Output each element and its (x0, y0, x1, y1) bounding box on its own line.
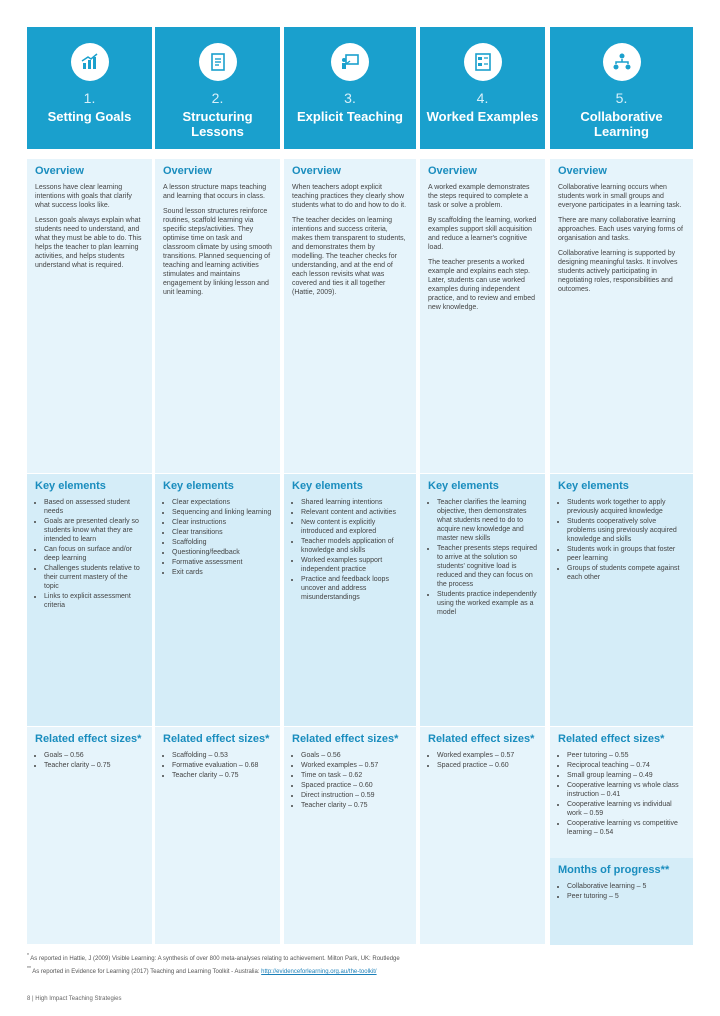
key-element-item: • Students work in groups that foster peer learning (567, 545, 685, 563)
overview-panel (420, 159, 545, 473)
key-element-item: • Worked examples support independent practice (301, 556, 408, 574)
key-element-item: • Challenges students relative to their current mastery of the topic (44, 564, 144, 591)
footnote-evidence: ** As reported in Evidence for Learning (2017) Teaching and Learning Toolkit - Australia: http://evidenceforlearning.org.au/the-toolkit/ (27, 966, 377, 975)
progress-item: • Peer tutoring – 5 (567, 892, 685, 901)
key-element-item: • Links to explicit assessment criteria (44, 592, 144, 610)
overview-heading: Overview (558, 165, 607, 177)
worksheet-icon (464, 43, 502, 81)
people-network-icon (603, 43, 641, 81)
effect-size-item: • Reciprocal teaching – 0.74 (567, 761, 685, 770)
effect-size-item: • Worked examples – 0.57 (301, 761, 408, 770)
key-element-item: • Clear transitions (172, 528, 272, 537)
effect-size-item: • Worked examples – 0.57 (437, 751, 537, 760)
effect-size-item: • Time on task – 0.62 (301, 771, 408, 780)
effect-size-item: • Cooperative learning vs whole class instruction – 0.41 (567, 781, 685, 799)
strategy-title: Worked Examples (426, 109, 539, 124)
overview-paragraph: The teacher presents a worked example and explains each step. Later, students can use worked examples during independent practice, and to review and embed new knowledge. (428, 259, 536, 311)
overview-panel (155, 159, 280, 473)
effect-sizes-heading: Related effect sizes* (558, 733, 665, 745)
key-element-item: • Goals are presented clearly so students know what they are intended to learn (44, 517, 144, 544)
column-header (155, 27, 280, 149)
key-element-item: • Shared learning intentions (301, 498, 408, 507)
key-elements-heading: Key elements (35, 480, 106, 492)
effect-sizes-panel (284, 727, 416, 944)
overview-heading: Overview (163, 165, 212, 177)
key-element-item: • Clear expectations (172, 498, 272, 507)
effect-sizes-panel (27, 727, 152, 944)
key-element-item: • Teacher clarifies the learning objective, then demonstrates what students need to do to acquire new knowledge and master new skills (437, 498, 537, 543)
effect-size-item: • Goals – 0.56 (44, 751, 144, 760)
effect-sizes-heading: Related effect sizes* (163, 733, 270, 745)
overview-paragraph: A lesson structure maps teaching and learning that occurs in class. (163, 184, 267, 200)
overview-heading: Overview (428, 165, 477, 177)
footnote-hattie: * As reported in Hattie, J (2009) Visible Learning: A synthesis of over 800 meta-analyses relating to achievement. Milton Park, UK: Routledge (27, 953, 400, 962)
overview-paragraph: When teachers adopt explicit teaching practices they clearly show students what to do and how to do it. (292, 184, 407, 209)
overview-heading: Overview (35, 165, 84, 177)
key-element-item: • Groups of students compete against each other (567, 564, 685, 582)
effect-sizes-panel (420, 727, 545, 944)
overview-paragraph: There are many collaborative learning approaches. Each uses varying forms of organisation and tasks. (558, 217, 683, 242)
strategy-title: Structuring Lessons (182, 109, 253, 139)
overview-paragraph: The teacher decides on learning intentions and success criteria, makes them transparent to students, and demonstrates them by modelling. The teacher checks for understanding, and at the end of each lesson revisits what was covered and ties it all together (Hattie, 2009). (292, 217, 406, 296)
key-element-item: • Students work together to apply previously acquired knowledge (567, 498, 685, 516)
effect-size-item: • Direct instruction – 0.59 (301, 791, 408, 800)
column-header (27, 27, 152, 149)
key-elements-panel (550, 474, 693, 726)
toolkit-link[interactable]: http://evidenceforlearning.org.au/the-toolkit/ (261, 969, 377, 975)
key-element-item: • Scaffolding (172, 538, 272, 547)
effect-size-item: • Peer tutoring – 0.55 (567, 751, 685, 760)
column-header (550, 27, 693, 149)
strategy-number: 2. (211, 90, 224, 106)
effect-size-item: • Teacher clarity – 0.75 (301, 801, 408, 810)
column-header (420, 27, 545, 149)
overview-paragraph: Collaborative learning occurs when students work in small groups and everyone participates in a learning task. (558, 184, 682, 209)
key-element-item: • Sequencing and linking learning (172, 508, 272, 517)
progress-item: • Collaborative learning – 5 (567, 882, 685, 891)
effect-size-item: • Small group learning – 0.49 (567, 771, 685, 780)
effect-size-item: • Teacher clarity – 0.75 (44, 761, 144, 770)
effect-sizes-panel (155, 727, 280, 944)
effect-size-item: • Formative evaluation – 0.68 (172, 761, 272, 770)
effect-size-item: • Goals – 0.56 (301, 751, 408, 760)
key-element-item: • Can focus on surface and/or deep learning (44, 545, 144, 563)
strategy-title: Setting Goals (47, 109, 132, 124)
effect-size-item: • Teacher clarity – 0.75 (172, 771, 272, 780)
key-elements-panel (27, 474, 152, 726)
key-element-item: • Exit cards (172, 568, 272, 577)
effect-sizes-heading: Related effect sizes* (428, 733, 535, 745)
teacher-board-icon (331, 43, 369, 81)
months-of-progress-panel (550, 858, 693, 945)
page-footer: 8 | High Impact Teaching Strategies (27, 996, 122, 1002)
strategy-number: 4. (476, 90, 489, 106)
effect-size-item: • Cooperative learning vs individual work – 0.59 (567, 800, 685, 818)
effect-size-item: • Scaffolding – 0.53 (172, 751, 272, 760)
overview-paragraph: Lessons have clear learning intentions with goals that clarify what success looks like. (35, 184, 132, 209)
strategy-number: 1. (83, 90, 96, 106)
overview-paragraph: Sound lesson structures reinforce routines, scaffold learning via specific steps/activities. They optimise time on task and classroom climate by using smooth transitions. Planned sequencing of teaching and learning activities stimulates and maintains engagement by linking lesson and unit learning. (163, 208, 272, 296)
key-elements-panel (155, 474, 280, 726)
key-element-item: • Teacher presents steps required to arrive at the solution so students' cognitive load is reduced and they can focus on the process (437, 544, 537, 589)
key-elements-panel (420, 474, 545, 726)
overview-paragraph: A worked example demonstrates the steps required to complete a task or solve a problem. (428, 184, 530, 209)
key-element-item: • Relevant content and activities (301, 508, 408, 517)
key-element-item: • Clear instructions (172, 518, 272, 527)
key-elements-heading: Key elements (163, 480, 234, 492)
key-element-item: • Students cooperatively solve problems using previously acquired knowledge and skills (567, 517, 685, 544)
key-element-item: • Teacher models application of knowledge and skills (301, 537, 408, 555)
overview-paragraph: Lesson goals always explain what students need to understand, and what they must be able to do. This helps the teacher to plan learning activities, and helps students understand what is required. (35, 217, 142, 269)
key-element-item: • Students practice independently using the worked example as a model (437, 590, 537, 617)
key-element-item: • New content is explicitly introduced and explored (301, 518, 408, 536)
key-element-item: • Formative assessment (172, 558, 272, 567)
key-elements-heading: Key elements (428, 480, 499, 492)
key-elements-heading: Key elements (292, 480, 363, 492)
key-elements-panel (284, 474, 416, 726)
column-header (284, 27, 416, 149)
overview-paragraph: Collaborative learning is supported by designing meaningful tasks. It involves students actively participating in negotiating roles, responsibilities and outcomes. (558, 250, 678, 293)
strategy-number: 3. (344, 90, 356, 106)
effect-sizes-heading: Related effect sizes* (35, 733, 142, 745)
effect-size-item: • Spaced practice – 0.60 (437, 761, 537, 770)
overview-panel (284, 159, 416, 473)
effect-sizes-heading: Related effect sizes* (292, 733, 399, 745)
overview-panel (550, 159, 693, 473)
effect-size-item: • Spaced practice – 0.60 (301, 781, 408, 790)
key-element-item: • Questioning/feedback (172, 548, 272, 557)
strategy-title: Explicit Teaching (297, 109, 403, 124)
key-element-item: • Practice and feedback loops uncover and address misunderstandings (301, 575, 408, 602)
chart-icon (71, 43, 109, 81)
key-elements-heading: Key elements (558, 480, 629, 492)
overview-paragraph: By scaffolding the learning, worked examples support skill acquisition and reduce a learner's cognitive load. (428, 217, 537, 251)
effect-sizes-panel (550, 727, 693, 877)
overview-panel (27, 159, 152, 473)
effect-size-item: • Cooperative learning vs competitive learning – 0.54 (567, 819, 685, 837)
document-icon (199, 43, 237, 81)
strategy-title: Collaborative Learning (580, 109, 663, 139)
months-of-progress-heading: Months of progress** (558, 864, 670, 876)
overview-heading: Overview (292, 165, 341, 177)
strategy-number: 5. (615, 90, 628, 106)
key-element-item: • Based on assessed student needs (44, 498, 144, 516)
